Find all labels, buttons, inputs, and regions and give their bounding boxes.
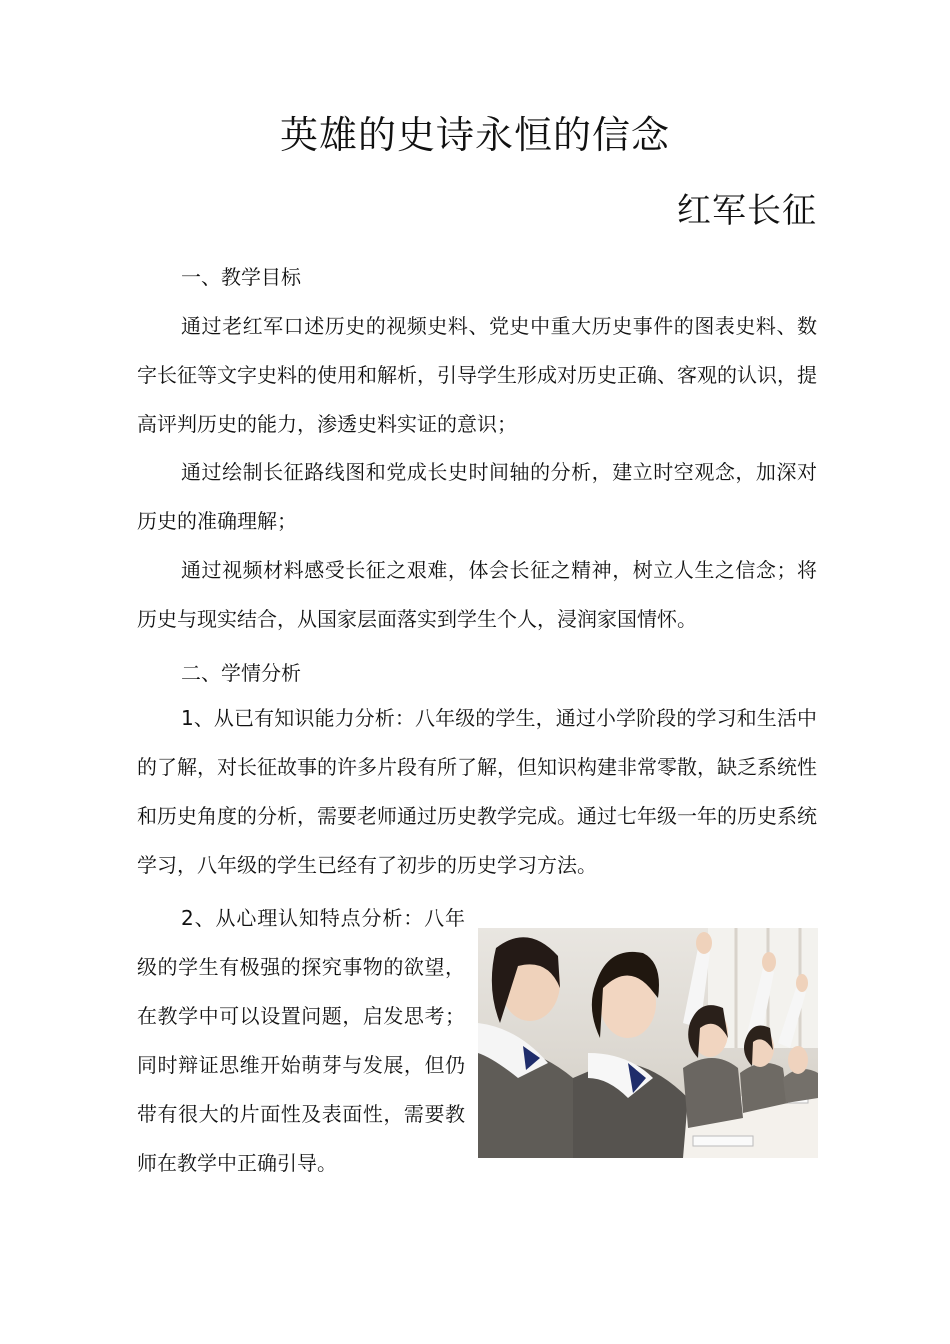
- paragraph-goal-1: 通过老红军口述历史的视频史料、党史中重大历史事件的图表史料、数字长征等文字史料的使用和解析，引导学生形成对历史正确、客观的认识，提高评判历史的能力，渗透史料实证的意识；: [137, 314, 817, 436]
- section-heading-teaching-goals: 一、教学目标: [181, 265, 301, 289]
- paragraph-analysis-2: 2、从心理认知特点分析：八年级的学生有极强的探究事物的欲望，在教学中可以设置问题，启发思考；同时辩证思维开始萌芽与发展，但仍带有很大的片面性及表面性，需要教师在教学中正确引导。: [137, 906, 465, 1175]
- paragraph-goal-3: 通过视频材料感受长征之艰难，体会长征之精神，树立人生之信念；将历史与现实结合，从国家层面落实到学生个人，浸润家国情怀。: [137, 558, 817, 631]
- paragraph-analysis-1: 1、从已有知识能力分析：八年级的学生，通过小学阶段的学习和生活中的了解，对长征故事的许多片段有所了解，但知识构建非常零散，缺乏系统性和历史角度的分析，需要老师通过历史教学完成。通过七年级一年的历史系统学习，八年级的学生已经有了初步的历史学习方法。: [137, 706, 817, 877]
- document-subtitle: 红军长征: [677, 191, 817, 231]
- section-heading-student-analysis: 二、学情分析: [181, 661, 301, 685]
- paragraph-goal-2: 通过绘制长征路线图和党成长史时间轴的分析，建立时空观念，加深对历史的准确理解；: [137, 460, 817, 533]
- classroom-students-photo-icon: [478, 928, 818, 1158]
- classroom-photo: [478, 928, 818, 1158]
- document-title: 英雄的史诗永恒的信念: [279, 113, 670, 157]
